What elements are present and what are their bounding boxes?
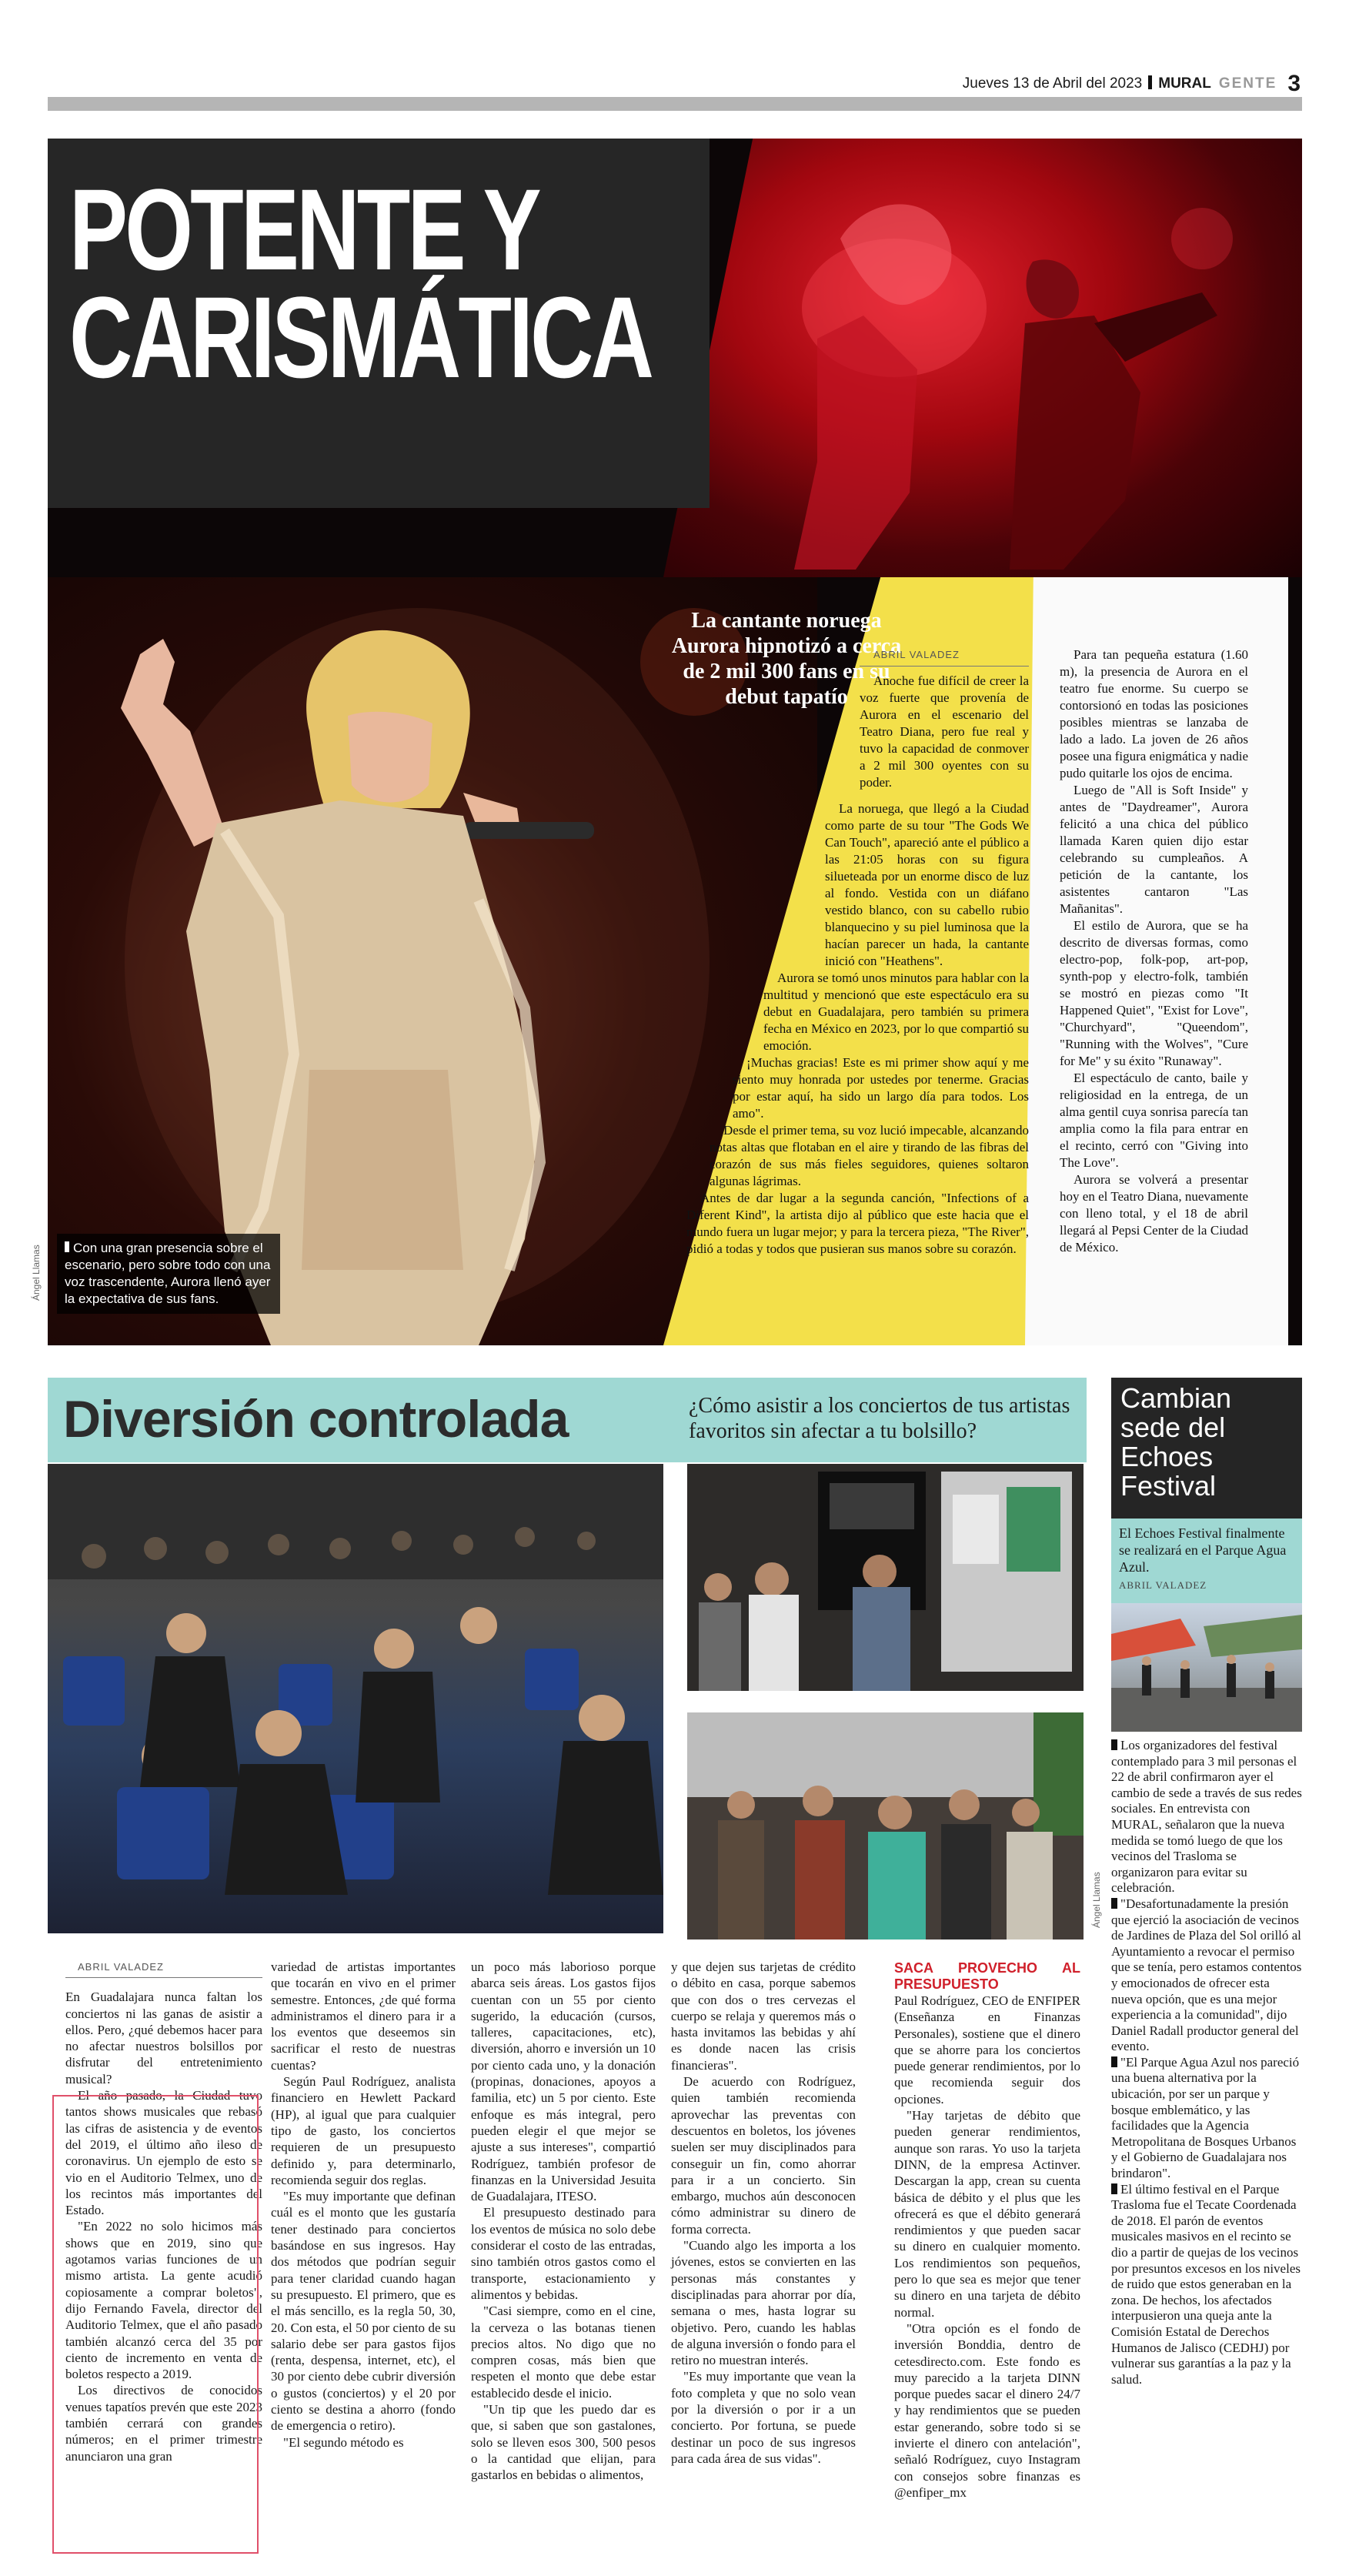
top-story-column-1 — [860, 647, 1029, 791]
headline — [69, 165, 652, 402]
sidebar-byline: ABRIL VALADEZ — [1119, 1579, 1207, 1591]
paragraph: Luego de "All is Soft Inside" y antes de "Daydreamer", Aurora felicitó a una chica del público llamada Karen quien dijo estar celebrando su cumpleaños. A petición de la cantante, los asistentes cantaron "Las Mañanitas". — [1060, 783, 1248, 916]
paragraph: Según Paul Rodríguez, analista financiero en Hewlett Packard (HP), al igual que para cualquier tipo de gasto, los conciertos requieren de un presupuesto definido y, para determinarlo, recomienda seguir dos reglas. — [271, 2074, 456, 2187]
top-story-deck: La cantante noruega Aurora hipnotizó a cerca de 2 mil 300 fans en su debut tapatío — [671, 609, 902, 709]
concert-red-photo — [663, 139, 1302, 577]
paragraph: "El segundo método es — [283, 2434, 404, 2450]
paragraph: El año pasado, la Ciudad tuvo tantos shows musicales que rebasó las cifras de asistencia y de eventos del 2019, el último año ileso de coronavirus. Un ejemplo de esto se vio en el Auditorio Telmex, uno de los recintos más importantes del Estado. — [65, 2088, 262, 2218]
page-number: 3 — [1287, 71, 1301, 96]
park-festival-photo — [1111, 1603, 1302, 1732]
paragraph: variedad de artistas importantes que tocarán en vivo en el primer semestre. Entonces, ¿de qué forma administramos el dinero para ir a los eventos que deseemos sin sacrificar el resto de nuestras cuentas? — [271, 1960, 456, 2073]
header-divider — [1148, 75, 1152, 89]
paragraph — [1111, 2055, 1302, 2182]
concert-audience-photo — [48, 1464, 663, 1933]
photo-credit-2: Ángel Llamas — [1091, 1872, 1102, 1928]
paragraph: El espectáculo de canto, baile y religiosidad en la entrega, de un alma gentil cuya sonrisa parecía tan amplia como la fila para entrar en el recinto, cerró con "Giving into The Love". — [1060, 1071, 1248, 1170]
issue-date: Jueves 13 de Abril del 2023 — [962, 75, 1143, 92]
paragraph: En Guadalajara nunca faltan los conciertos ni las ganas de asistir a ellos. Pero, ¿qué debemos hacer para no afectar nuestros bolsillos por disfrutar del entretenimiento musical? — [65, 1990, 262, 2087]
paragraph: "Es muy importante que definan cuál es el monto que les gustaría tener destinado para conciertos basándose en sus ingresos. Hay dos métodos que podrían seguir para tener claridad cuando hagan su presupuesto. El primero, que es el más sencillo, es la regla 50, 30, 20. Con esta, el 50 por ciento de su salario debe ser para gastos fijos (renta, despensa, internet, etc), el 30 por ciento debe cubrir diversión o gustos (conciertos) y el 20 por ciento se destina a ahorro (fondo de emergencia o retiro). — [271, 2189, 456, 2434]
paragraph: De acuerdo con Rodríguez, quien también recomienda aprovechar las preventas con descuentos en boletos, los jóvenes suelen ser muy disciplinados para conseguir un fin, como ahorrar para ir a un concierto. Sin embargo, muchos aún desconocen cómo administrar su dinero de forma correcta. — [671, 2074, 856, 2237]
highlight-outline — [52, 2095, 259, 2554]
headline-box — [48, 139, 710, 508]
second-story-column-5 — [894, 1959, 1080, 2501]
paragraph — [1111, 1738, 1302, 1896]
sidebar-deck-box — [1111, 1519, 1302, 1603]
second-story-column-4 — [671, 1959, 856, 2467]
paragraph: "En 2022 no solo hicimos más shows que en 2019, sino que agotamos varias funciones de un mismo artista. La gente acudió copiosamente a comprar boletos", dijo Fernando Favela, director del Auditorio Telmex, que el año pasado también alcanzó cerca del 35 por ciento de incremento en venta de boletos respecto a 2019. — [65, 2219, 262, 2382]
headline-line-2: CARISMÁTICA — [69, 272, 652, 402]
header-rule — [48, 97, 1302, 111]
paragraph: La noruega, que llegó a la Ciudad como parte de su tour "The Gods We Can Touch", apareció ante el público a las 21:05 horas con su figura silueteada por un enorme disco de luz al fondo. Vestida con un diáfano vestido blanco, con su cabello rubio blanquecino y su piel luminosa que la hacían parecer un hada, la cantante inició con "Heathens". — [825, 801, 1029, 968]
top-story — [48, 139, 1302, 1345]
top-story-column-1b — [686, 800, 1029, 1258]
paragraph: El presupuesto destinado para los eventos de música no solo debe considerar el costo de las entradas, sino también otros gastos como el transporte, estacionamiento y alimentos y bebidas. — [471, 2205, 656, 2302]
paragraph: Desde el primer tema, su voz lució impecable, alcanzando notas altas que flotaban en el aire y tirando de las fibras del corazón de sus más fieles seguidores, quienes soltaron algunas lágrimas. — [710, 1123, 1029, 1188]
paragraph-text: Los organizadores del festival contemplado para 3 mil personas el 22 de abril confirmaron ayer el cambio de sede a través de sus redes sociales. En entrevista con MURAL, señalaron que la nueva medida se tomó luego de que los vecinos del Trasloma se organizaron para evitar su celebración. — [1111, 1738, 1302, 1896]
paragraph: y que dejen sus tarjetas de crédito o débito en casa, porque sabemos que con dos o tres cervezas el cuerpo se relaja y queremos más o hasta invitamos las bebidas y ahí es donde nacen las crisis financieras". — [671, 1960, 856, 2073]
headline-line-1: POTENTE Y — [69, 165, 539, 294]
second-story-column-2 — [271, 1959, 456, 2451]
paragraph: Anoche fue difícil de creer la voz fuerte que provenía de Aurora en el escenario del Teatro Diana, pero fue real y tuvo la capacidad de conmover a 2 mil 300 oyentes con su poder. — [860, 673, 1029, 790]
sidebar-body — [1111, 1738, 1302, 2387]
paragraph: "Es muy importante que vean la foto completa y que no solo vean por la diversión o por ir a un concierto. Por fortuna, se puede destinar un poco de sus ingresos para cada área de sus vidas". — [671, 2369, 856, 2466]
paragraph: El estilo de Aurora, que se ha descrito de diversas formas, como electro-pop, folk-pop, art-pop, synth-pop y electro-folk, también se mostró en piezas como "It Happened Quiet", "Exist for Love", "Churchyard", "Queendom", "Running with the Wolves", "Cure for Me" y su éxito "Runaway". — [1060, 918, 1248, 1068]
page-header — [46, 71, 1301, 94]
paragraph — [1111, 1896, 1302, 2055]
top-story-byline: ABRIL VALADEZ — [860, 647, 1029, 667]
photo-caption — [57, 1234, 280, 1314]
paragraph: Los directivos de conocidos venues tapatíos prevén que este 2023 también cerrará con grandes números; en el primer trimestre anunciaron una gran — [65, 2383, 262, 2464]
second-story-column-3 — [471, 1959, 656, 2484]
paragraph-text: "Desafortunadamente la presión que ejerció la asociación de vecinos de Jardines de Plaza del Sol orilló al Ayuntamiento a revocar el permiso que se tenía, pero estamos contentos y emocionados de ofrecer esta nueva opción, que es una mejor experiencia a la comunidad", dijo Daniel Radall productor general del evento. — [1111, 1896, 1302, 2054]
subhead: SACA PROVECHO AL PRESUPUESTO — [894, 1960, 1080, 1992]
caption-marker — [65, 1241, 69, 1252]
paragraph-marker — [1111, 1898, 1117, 1909]
paragraph: "Otra opción es el fondo de inversión Bonddia, dentro de cetesdirecto.com. Este fondo es muy parecido a la tarjeta DINN porque puedes sacar el dinero 24/7 y hay rendimientos que se pueden estar generando, sobre todo si se invierte el dinero con antelación", señaló Rodríguez, cuyo Instagram con consejos sobre finanzas es @enfiper_mx — [894, 2320, 1080, 2500]
paragraph-text: El último festival en el Parque Trasloma fue el Tecate Coordenada de 2018. El parón de eventos musicales masivos en el recinto se dio a partir de quejas de los vecinos por presuntos excesos en los niveles de ruido que estos generaban en la zona. De hechos, los afectados interpusieron una queja ante la Comisión Estatal de Derechos Humanos de Jalisco (CEDHJ) por vulnerar sus garantías a la paz y la salud. — [1111, 2181, 1301, 2387]
paragraph-marker — [1111, 2183, 1117, 2194]
paragraph: Para tan pequeña estatura (1.60 m), la presencia de Aurora en el teatro fue enorme. Su cuerpo se contorsionó en todas las posiciones posibles mientras se lanzaba de lado a lado. La joven de 26 años posee una figura enigmática y nadie pudo quitarle los ojos de encima. — [1060, 647, 1248, 780]
paragraph: "Un tip que les puedo dar es que, si saben que son gastalones, solo se lleven esos 300, 500 pesos o la cantidad que elijan, para gastarlos en bebidas o alimentos, — [471, 2402, 656, 2483]
paragraph: "Cuando algo les importa a los jóvenes, estos se convierten en las personas más constantes y disciplinadas para ahorrar por día, semana o mes, hasta lograr su objetivo. Pero, cuando les hablas de alguna inversión o fondo para el retiro no muestran interés. — [671, 2238, 856, 2368]
paragraph-text: "El Parque Agua Azul nos pareció una buena alternativa por la ubicación, por ser un parque y bosque emblemático, y las facilidades que la Agencia Metropolitana de Bosques Urbanos y el Gobierno de Guadalajara nos brindaron". — [1111, 2054, 1300, 2181]
paragraph: Aurora se volverá a presentar hoy en el Teatro Diana, nuevamente con lleno total, y el 18 de abril llegará al Pepsi Center de la Ciudad de México. — [1060, 1172, 1248, 1255]
paragraph-marker — [1111, 2056, 1117, 2067]
second-story-subtitle: ¿Cómo asistir a los conciertos de tus artistas favoritos sin afectar a tu bolsillo? — [689, 1394, 1070, 1443]
paragraph: Paul Rodríguez, CEO de ENFIPER (Enseñanza en Finanzas Personales), sostiene que el dinero que se ahorre para los conciertos puede generar rendimientos, por lo que recomienda seguir dos opciones. — [894, 1993, 1080, 2107]
sidebar-deck: El Echoes Festival finalmente se realizará en el Parque Agua Azul. — [1119, 1525, 1287, 1575]
top-story-column-2 — [1060, 647, 1248, 1256]
paragraph: Aurora se tomó unos minutos para hablar con la multitud y mencionó que este espectáculo era su debut en Guadalajara, pero también su primera fecha en México en 2023, por lo que compartió su emoción. — [763, 971, 1029, 1053]
paragraph: Antes de dar lugar a la segunda canción, "Infections of a Diferent Kind", la artista dijo al público que este hacia que el mundo fuera un lugar mejor; y para la tercera pieza, "The River", pidió a todas y todos que pusieran sus manos sobre su corazón. — [686, 1191, 1029, 1256]
paragraph: "Casi siempre, como en el cine, la cerveza o las botanas tienen precios altos. No digo que no compren cosas, más bien que respeten el monto que debe estar establecido desde el inicio. — [471, 2304, 656, 2401]
second-story-title: Diversión controlada — [63, 1390, 569, 1448]
photo-credit: Ángel Llamas — [31, 1245, 42, 1301]
caption-text: Con una gran presencia sobre el escenario, pero sobre todo con una voz trascendente, Aurora llenó ayer la expectativa de sus fans. — [65, 1241, 271, 1306]
paragraph: "Hay tarjetas de débito que pueden generar rendimientos, aunque son raras. Yo uso la tarjeta DINN, de la empresa Actinver. Descargan la app, crean su cuenta básica de débito y el plus que les ofrecerá es que el débito generará rendimientos y que pueden sacar su dinero en cualquier momento. Los rendimientos son pequeños, pero lo que sea es mejor que tener su dinero en una tarjeta de débito normal. — [894, 2108, 1080, 2320]
newspaper-name: MURAL — [1158, 75, 1211, 92]
concert-line-photo — [687, 1712, 1084, 1940]
paragraph: ¡Muchas gracias! Este es mi primer show aquí y me siento muy honrada por ustedes por tenerme. Gracias por estar aquí, ha sido un largo día para todos. Los amo". — [733, 1055, 1029, 1121]
paragraph — [1111, 2182, 1302, 2388]
section-name: GENTE — [1218, 75, 1277, 92]
sidebar-story — [1111, 1378, 1302, 1603]
second-story-byline: ABRIL VALADEZ — [65, 1959, 262, 1978]
venue-lobby-photo — [687, 1464, 1084, 1691]
paragraph: un poco más laborioso porque abarca seis áreas. Los gastos fijos cuentan con un 55 por ciento sugerido, la educación (cursos, talleres, capacitaciones, etc), diversión, ahorro e inversión un 10 por ciento cada uno, y la donación (propinas, donaciones, apoyos a familia, etc) un 5 por ciento. Este enfoque es más integral, pero pueden elegir el que mejor se ajuste a sus intereses", compartió Rodríguez, también profesor de finanzas en la Universidad Jesuita de Guadalajara, ITESO. — [471, 1960, 656, 2204]
paragraph-marker — [1111, 1739, 1117, 1750]
sidebar-title: Cambian sede del Echoes Festival — [1111, 1378, 1302, 1519]
